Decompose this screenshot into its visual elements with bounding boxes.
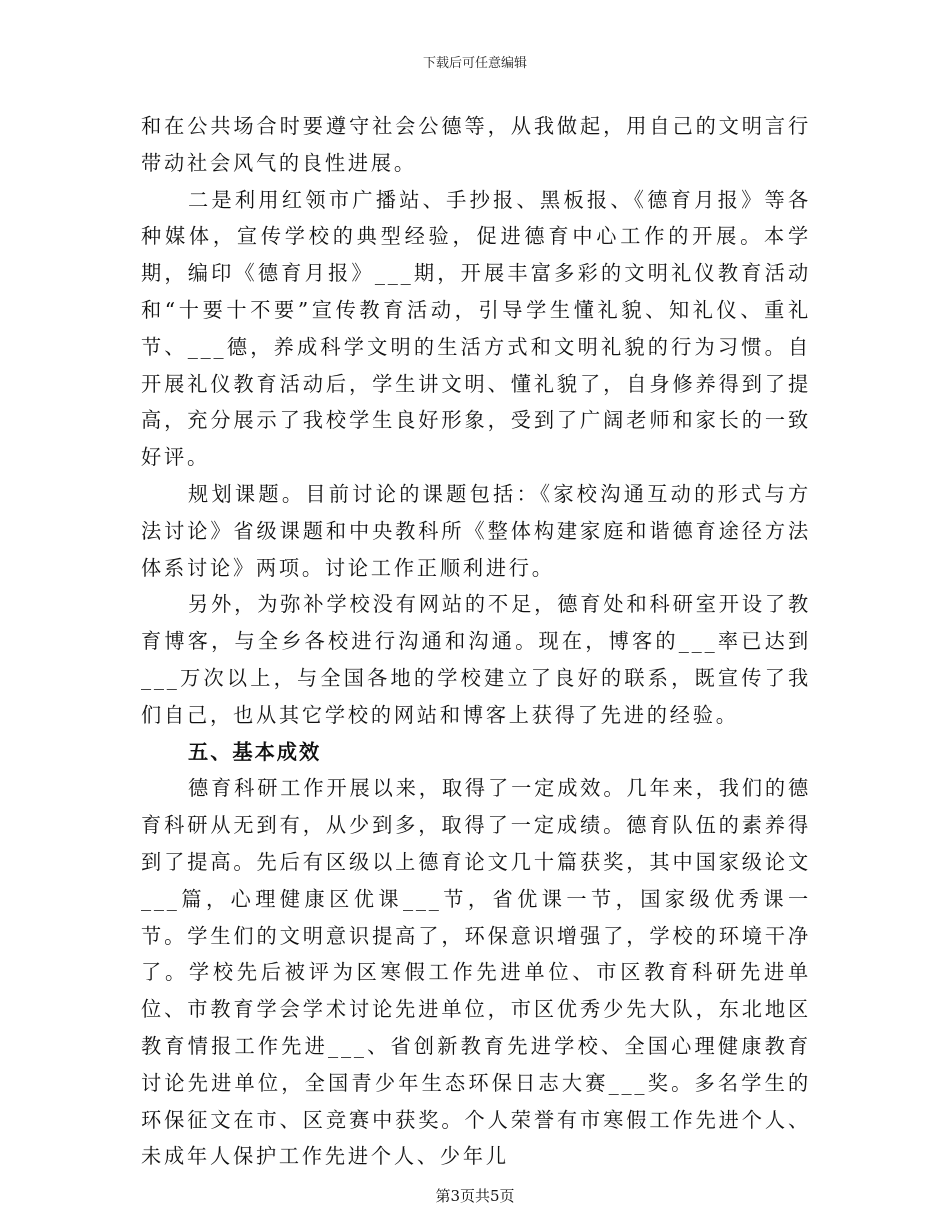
paragraph-research-topics: 规划课题。目前讨论的课题包括：《家校沟通互动的形式与方法讨论》省级课题和中央教科所《整体构建家庭和谐德育途径方法体系讨论》两项。讨论工作正顺利进行。: [141, 481, 811, 580]
paragraph-media-publicity: 二是利用红领市广播站、手抄报、黑板报、《德育月报》等各种媒体，宣传学校的典型经验，促进德育中心工作的开展。本学期，编印《德育月报》___期，开展丰富多彩的文明礼仪教育活动和“十要十不要”宣传教育活动，引导学生懂礼貌、知礼仪、重礼节、___德，养成科学文明的生活方式和文明礼貌的行为习惯。自开展礼仪教育活动后，学生讲文明、懂礼貌了，自身修养得到了提高，充分展示了我校学生良好形象，受到了广阔老师和家长的一致好评。: [141, 187, 811, 470]
paragraph-achievements: 德育科研工作开展以来，取得了一定成效。几年来，我们的德育科研从无到有，从少到多，取得了一定成绩。德育队伍的素养得到了提高。先后有区级以上德育论文几十篇获奖，其中国家级论文___篇，心理健康区优课___节，省优课一节，国家级优秀课一节。学生们的文明意识提高了，环保意识增强了，学校的环境干净了。学校先后被评为区寒假工作先进单位、市区教育科研先进单位、市教育学会学术讨论先进单位，市区优秀少先大队，东北地区教育情报工作先进___、省创新教育先进学校、全国心理健康教育讨论先进单位，全国青少年生态环保日志大赛___奖。多名学生的环保征文在市、区竞赛中获奖。个人荣誉有市寒假工作先进个人、未成年人保护工作先进个人、少年儿: [141, 776, 811, 1169]
page-number: 第3页共5页: [435, 1187, 515, 1205]
page-header: 下载后可任意编辑: [422, 56, 527, 71]
paragraph-continuation: 和在公共场合时要遵守社会公德等，从我做起，用自己的文明言行带动社会风气的良性进展。: [141, 114, 811, 175]
paragraph-education-blog: 另外，为弥补学校没有网站的不足，德育处和科研室开设了教育博客，与全乡各校进行沟通和沟通。现在，博客的___率已达到___万次以上，与全国各地的学校建立了良好的联系，既宣传了我们自己，也从其它学校的网站和博客上获得了先进的经验。: [141, 592, 811, 727]
document-body: [141, 108, 811, 1175]
section-heading: 五、基本成效: [188, 739, 322, 764]
